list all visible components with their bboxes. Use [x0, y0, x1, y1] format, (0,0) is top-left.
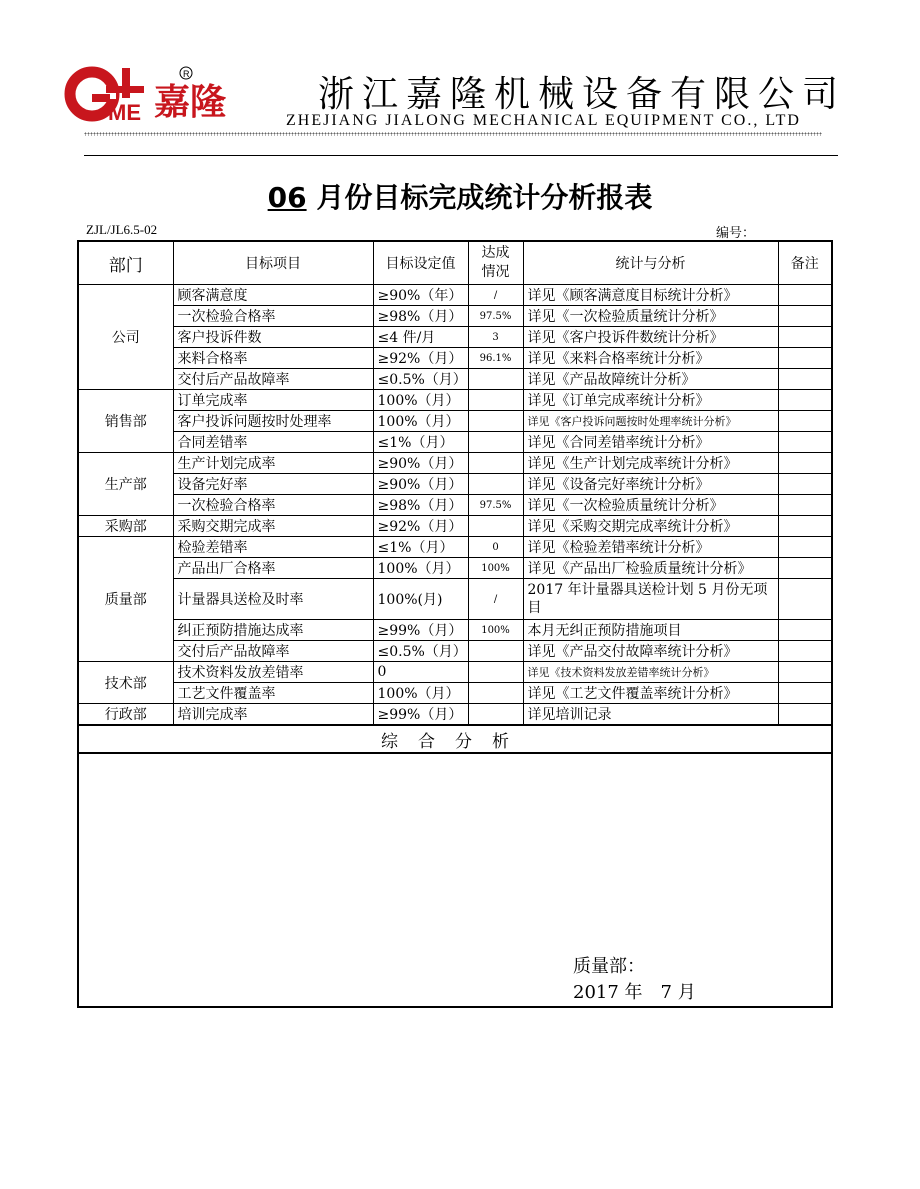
- remark-cell: [778, 620, 832, 641]
- table-row: [78, 390, 832, 411]
- table-row: [78, 474, 832, 495]
- target-cell: ≥90%（月）: [373, 453, 468, 474]
- item-cell: 来料合格率: [173, 348, 373, 369]
- analysis-cell: 详见《来料合格率统计分析》: [523, 348, 778, 369]
- remark-cell: [778, 704, 832, 726]
- remark-cell: [778, 516, 832, 537]
- item-cell: 产品出厂合格率: [173, 558, 373, 579]
- analysis-cell: 详见培训记录: [523, 704, 778, 726]
- analysis-cell: 详见《生产计划完成率统计分析》: [523, 453, 778, 474]
- table-row: [78, 537, 832, 558]
- analysis-cell: 详见《一次检验质量统计分析》: [523, 495, 778, 516]
- analysis-cell: 本月无纠正预防措施项目: [523, 620, 778, 641]
- analysis-cell: 详见《设备完好率统计分析》: [523, 474, 778, 495]
- item-cell: 一次检验合格率: [173, 306, 373, 327]
- result-cell: 0: [468, 537, 523, 558]
- item-cell: 客户投诉问题按时处理率: [173, 411, 373, 432]
- analysis-cell: 详见《合同差错率统计分析》: [523, 432, 778, 453]
- table-row: [78, 683, 832, 704]
- table-row: [78, 453, 832, 474]
- result-cell: [468, 390, 523, 411]
- svg-text:ME: ME: [108, 100, 141, 125]
- signature-dept: 质量部：: [573, 956, 645, 977]
- item-cell: 顾客满意度: [173, 285, 373, 306]
- remark-cell: [778, 348, 832, 369]
- result-cell: 97.5%: [468, 306, 523, 327]
- dept-cell: 行政部: [78, 704, 173, 726]
- serial-label: 编号：: [716, 226, 756, 241]
- result-cell: [468, 641, 523, 662]
- analysis-cell: 详见《产品交付故障率统计分析》: [523, 641, 778, 662]
- result-cell: [468, 704, 523, 726]
- table-row: [78, 641, 832, 662]
- analysis-cell: 详见《客户投诉问题按时处理率统计分析》: [523, 411, 778, 432]
- result-cell: /: [468, 285, 523, 306]
- analysis-cell: 详见《技术资料发放差错率统计分析》: [523, 662, 778, 683]
- result-cell: 96.1%: [468, 348, 523, 369]
- table-row: [78, 495, 832, 516]
- remark-cell: [778, 453, 832, 474]
- result-cell: 100%: [468, 620, 523, 641]
- remark-cell: [778, 432, 832, 453]
- company-name-en: ZHEJIANG JIALONG MECHANICAL EQUIPMENT CO., LTD: [286, 112, 801, 129]
- table-row: [78, 285, 832, 306]
- analysis-cell: 详见《一次检验质量统计分析》: [523, 306, 778, 327]
- table-row: [78, 579, 832, 620]
- result-cell: 97.5%: [468, 495, 523, 516]
- item-cell: 纠正预防措施达成率: [173, 620, 373, 641]
- company-name-cn: 浙江嘉隆机械设备有限公司: [318, 74, 847, 115]
- table-row: [78, 516, 832, 537]
- analysis-cell: 详见《订单完成率统计分析》: [523, 390, 778, 411]
- target-cell: 100%（月）: [373, 390, 468, 411]
- header-remark: 备注: [778, 241, 832, 285]
- dept-cell: 公司: [78, 285, 173, 390]
- header-rule: [84, 155, 838, 156]
- target-cell: ≤0.5%（月）: [373, 369, 468, 390]
- target-cell: 100%（月）: [373, 411, 468, 432]
- remark-cell: [778, 285, 832, 306]
- analysis-cell: 详见《顾客满意度目标统计分析》: [523, 285, 778, 306]
- table-row: [78, 411, 832, 432]
- dept-cell: 采购部: [78, 516, 173, 537]
- dept-cell: 销售部: [78, 390, 173, 453]
- header-item: 目标项目: [173, 241, 373, 285]
- dotted-divider: [84, 132, 822, 136]
- item-cell: 订单完成率: [173, 390, 373, 411]
- target-cell: ≥92%（月）: [373, 516, 468, 537]
- target-cell: ≤1%（月）: [373, 432, 468, 453]
- result-cell: 3: [468, 327, 523, 348]
- table-row: [78, 558, 832, 579]
- remark-cell: [778, 369, 832, 390]
- header-target: 目标设定值: [373, 241, 468, 285]
- remark-cell: [778, 537, 832, 558]
- header-result: 达成情况: [468, 241, 523, 285]
- target-cell: ≤0.5%（月）: [373, 641, 468, 662]
- item-cell: 交付后产品故障率: [173, 641, 373, 662]
- target-cell: ≥99%（月）: [373, 620, 468, 641]
- analysis-cell: 详见《工艺文件覆盖率统计分析》: [523, 683, 778, 704]
- target-cell: ≥92%（月）: [373, 348, 468, 369]
- result-cell: [468, 474, 523, 495]
- table-row: [78, 432, 832, 453]
- analysis-cell: 详见《采购交期完成率统计分析》: [523, 516, 778, 537]
- table-row: [78, 620, 832, 641]
- remark-cell: [778, 641, 832, 662]
- dept-cell: 质量部: [78, 537, 173, 662]
- remark-cell: [778, 683, 832, 704]
- report-title: [0, 176, 920, 216]
- result-cell: [468, 662, 523, 683]
- remark-cell: [778, 327, 832, 348]
- table-header-row: [78, 241, 832, 285]
- table-row: [78, 704, 832, 726]
- result-cell: [468, 453, 523, 474]
- analysis-cell: 详见《客户投诉件数统计分析》: [523, 327, 778, 348]
- summary-content: [78, 753, 832, 1007]
- item-cell: 培训完成率: [173, 704, 373, 726]
- table-row: [78, 662, 832, 683]
- header-dept: 部门: [78, 241, 173, 285]
- target-cell: 100%（月）: [373, 558, 468, 579]
- item-cell: 合同差错率: [173, 432, 373, 453]
- item-cell: 生产计划完成率: [173, 453, 373, 474]
- item-cell: 检验差错率: [173, 537, 373, 558]
- header-analysis: 统计与分析: [523, 241, 778, 285]
- document-number: ZJL/JL6.5-02: [86, 222, 158, 237]
- analysis-cell: 2017 年计量器具送检计划 5 月份无项目: [523, 579, 778, 620]
- table-row: [78, 306, 832, 327]
- table-row: [78, 348, 832, 369]
- item-cell: 交付后产品故障率: [173, 369, 373, 390]
- table-row: [78, 327, 832, 348]
- summary-content-row: [78, 753, 832, 1007]
- item-cell: 设备完好率: [173, 474, 373, 495]
- result-cell: [468, 432, 523, 453]
- analysis-cell: 详见《产品故障统计分析》: [523, 369, 778, 390]
- item-cell: 计量器具送检及时率: [173, 579, 373, 620]
- target-cell: ≥98%（月）: [373, 495, 468, 516]
- dept-cell: 技术部: [78, 662, 173, 704]
- result-cell: [468, 411, 523, 432]
- result-cell: [468, 683, 523, 704]
- result-cell: [468, 516, 523, 537]
- target-cell: 0: [373, 662, 468, 683]
- result-cell: /: [468, 579, 523, 620]
- analysis-cell: 详见《检验差错率统计分析》: [523, 537, 778, 558]
- remark-cell: [778, 662, 832, 683]
- remark-cell: [778, 495, 832, 516]
- remark-cell: [778, 306, 832, 327]
- remark-cell: [778, 474, 832, 495]
- title-month: 06: [267, 181, 307, 214]
- remark-cell: [778, 411, 832, 432]
- result-cell: [468, 369, 523, 390]
- target-cell: ≥98%（月）: [373, 306, 468, 327]
- signature-date: 2017 年 7 月: [573, 982, 696, 1003]
- result-cell: 100%: [468, 558, 523, 579]
- remark-cell: [778, 390, 832, 411]
- svg-text:嘉隆: 嘉隆: [154, 82, 227, 123]
- svg-text:R: R: [183, 69, 190, 79]
- target-cell: 100%（月）: [373, 683, 468, 704]
- item-cell: 工艺文件覆盖率: [173, 683, 373, 704]
- target-cell: ≥90%（月）: [373, 474, 468, 495]
- target-cell: ≤1%（月）: [373, 537, 468, 558]
- table-row: [78, 369, 832, 390]
- company-logo: [62, 64, 282, 126]
- item-cell: 一次检验合格率: [173, 495, 373, 516]
- remark-cell: [778, 579, 832, 620]
- target-cell: ≤4 件/月: [373, 327, 468, 348]
- remark-cell: [778, 558, 832, 579]
- target-cell: 100%(月): [373, 579, 468, 620]
- report-table: [77, 240, 833, 1008]
- item-cell: 采购交期完成率: [173, 516, 373, 537]
- dept-cell: 生产部: [78, 453, 173, 516]
- target-cell: ≥99%（月）: [373, 704, 468, 726]
- analysis-cell: 详见《产品出厂检验质量统计分析》: [523, 558, 778, 579]
- item-cell: 技术资料发放差错率: [173, 662, 373, 683]
- item-cell: 客户投诉件数: [173, 327, 373, 348]
- summary-title: 综合分析: [78, 725, 832, 753]
- target-cell: ≥90%（年）: [373, 285, 468, 306]
- summary-row: [78, 725, 832, 753]
- title-text: 月份目标完成统计分析报表: [316, 181, 653, 214]
